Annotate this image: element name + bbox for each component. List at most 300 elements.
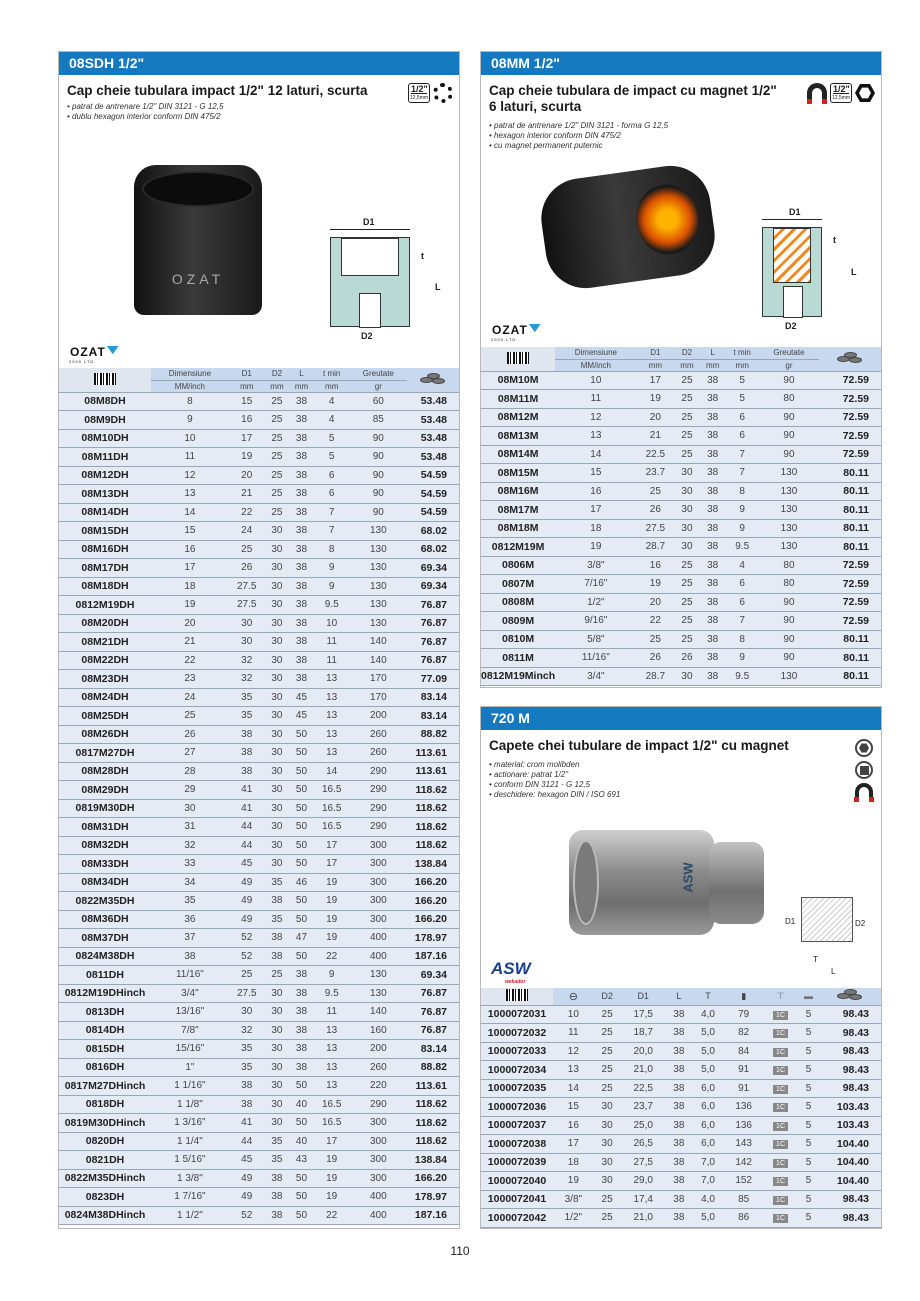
cell: 18 bbox=[555, 519, 636, 538]
cell: 3/4" bbox=[555, 667, 636, 686]
cell: 130 bbox=[759, 464, 819, 483]
cell: 27.5 bbox=[229, 984, 265, 1003]
cell: 30 bbox=[265, 1058, 290, 1077]
article-code: 08M13M bbox=[481, 427, 555, 446]
article-code: 0806M bbox=[481, 556, 555, 575]
table-row bbox=[59, 466, 459, 485]
cell: 13 bbox=[314, 1040, 350, 1059]
table-row bbox=[481, 1098, 881, 1117]
cell: 30 bbox=[229, 633, 265, 652]
article-code: 08M13DH bbox=[59, 485, 151, 504]
cell: 41 bbox=[229, 799, 265, 818]
cell: 35 bbox=[151, 892, 229, 911]
cell: 86 bbox=[724, 1209, 763, 1228]
cell: 29,0 bbox=[621, 1172, 666, 1191]
cell: 38 bbox=[666, 1079, 692, 1098]
price: 83.14 bbox=[407, 707, 459, 726]
cell: 5/8" bbox=[555, 630, 636, 649]
cell: 17 bbox=[151, 559, 229, 578]
cell: 15 bbox=[229, 392, 265, 411]
cell: 25 bbox=[229, 966, 265, 985]
cell: 91 bbox=[724, 1061, 763, 1080]
cell: 130 bbox=[759, 501, 819, 520]
price: 53.48 bbox=[407, 392, 459, 411]
cell: 5 bbox=[798, 1153, 819, 1172]
cell: 30 bbox=[594, 1153, 621, 1172]
cell: 140 bbox=[350, 651, 407, 670]
cell: 4 bbox=[314, 392, 350, 411]
cell: 38 bbox=[700, 649, 726, 668]
cell: 21 bbox=[151, 633, 229, 652]
cell: 16.5 bbox=[314, 781, 350, 800]
cell: 38 bbox=[700, 445, 726, 464]
cell: 140 bbox=[350, 1003, 407, 1022]
cell: 38 bbox=[666, 1153, 692, 1172]
cell: 17 bbox=[314, 855, 350, 874]
cell: 30 bbox=[265, 725, 290, 744]
cell: 22.5 bbox=[637, 445, 675, 464]
cell: 38 bbox=[229, 762, 265, 781]
article-code: 1000072037 bbox=[481, 1116, 553, 1135]
cell: 38 bbox=[700, 408, 726, 427]
cell: 7 bbox=[725, 464, 758, 483]
article-code: 1000072035 bbox=[481, 1079, 553, 1098]
cell: 41 bbox=[229, 781, 265, 800]
table-row bbox=[481, 575, 881, 594]
cell: 30 bbox=[594, 1098, 621, 1117]
product-table: ⊖ D2 D1 L T ▮ ⊤ ▬ 1000072031 10 25 17,5 38 4,0 79 1C 5 98.43 1000072032 11 25 18,7 38 5,0 82 1C 5 98.43 1000072033 12 25 20,0 38 5,0 84 1C 5 98.43 1000072034 13 25 21,0 38 5,0 91 1C 5 98.43 1000072035 14 25 22,5 38 6,0 91 1C 5 98.43 1000072036 15 30 23,7 38 6,0 136 1C 5 103.43 1000072037 16 30 25,0 38 6,0 136 1C 5 103.43 1000072038 17 30 26,5 38 6,0 143 1C 5 104.40 1000072039 18 30 27,5 38 7,0 142 1C 5 104.40 1000072040 19 30 29,0 38 7,0 152 1C 5 104.40 1000072041 3/8" 25 17,4 38 4,0 85 1C 5 98.43 1000072042 1/2" 25 21,0 38 5,0 86 1C 5 98.43 bbox=[481, 988, 881, 1228]
table-row bbox=[481, 408, 881, 427]
price: 53.48 bbox=[407, 448, 459, 467]
table-body bbox=[481, 371, 881, 686]
cell: 16 bbox=[229, 411, 265, 430]
cell: 21,0 bbox=[621, 1061, 666, 1080]
cell: 26,5 bbox=[621, 1135, 666, 1154]
cell: 1 1/8" bbox=[151, 1095, 229, 1114]
article-code: 0812M19Minch bbox=[481, 667, 555, 686]
cell: 17 bbox=[553, 1135, 594, 1154]
table-row bbox=[59, 577, 459, 596]
cell: 30 bbox=[265, 651, 290, 670]
cell: 25 bbox=[594, 1024, 621, 1043]
price: 178.97 bbox=[407, 929, 459, 948]
price: 138.84 bbox=[407, 855, 459, 874]
article-code: 1000072034 bbox=[481, 1061, 553, 1080]
table-row bbox=[59, 929, 459, 948]
article-code: 0816DH bbox=[59, 1058, 151, 1077]
cell: 90 bbox=[350, 485, 407, 504]
coins-icon bbox=[837, 989, 863, 1001]
ozat-logo: OZAT 2000 LTD. bbox=[491, 322, 541, 342]
panel-08sdh bbox=[58, 51, 460, 1229]
cell: 6,0 bbox=[692, 1098, 724, 1117]
table-row bbox=[59, 984, 459, 1003]
cell: 21,0 bbox=[621, 1209, 666, 1228]
article-code: 0814DH bbox=[59, 1021, 151, 1040]
cell: 85 bbox=[350, 411, 407, 430]
article-code: 08M20DH bbox=[59, 614, 151, 633]
cell: 18,7 bbox=[621, 1024, 666, 1043]
table-row bbox=[59, 818, 459, 837]
cell: 52 bbox=[229, 1206, 265, 1225]
cell: 142 bbox=[724, 1153, 763, 1172]
cell: 20 bbox=[637, 593, 675, 612]
table-row bbox=[481, 612, 881, 631]
cell: 44 bbox=[229, 836, 265, 855]
article-code: 08M12DH bbox=[59, 466, 151, 485]
feature-item: • dublu hexagon interior conform DIN 475/2 bbox=[67, 112, 451, 122]
product-photo bbox=[536, 161, 720, 294]
article-code: 08M28DH bbox=[59, 762, 151, 781]
cell: 19 bbox=[314, 892, 350, 911]
table-row bbox=[59, 503, 459, 522]
cell: 1 1/2" bbox=[151, 1206, 229, 1225]
article-code: 08M37DH bbox=[59, 929, 151, 948]
cell: 38 bbox=[289, 670, 314, 689]
cell: 25 bbox=[674, 593, 700, 612]
cell: 30 bbox=[265, 855, 290, 874]
article-code: 0822M35DHinch bbox=[59, 1169, 151, 1188]
cell: 22 bbox=[314, 947, 350, 966]
article-code: 0813DH bbox=[59, 1003, 151, 1022]
cell: 400 bbox=[350, 1206, 407, 1225]
cell: 13 bbox=[314, 670, 350, 689]
cell: 15 bbox=[151, 522, 229, 541]
table-row bbox=[481, 1190, 881, 1209]
weight-icon: ▮ bbox=[724, 988, 763, 1005]
price: 68.02 bbox=[407, 540, 459, 559]
article-code: 0818DH bbox=[59, 1095, 151, 1114]
packaging-badge: 1C bbox=[763, 1024, 798, 1043]
magnet-icon bbox=[855, 783, 873, 801]
cell: 31 bbox=[151, 818, 229, 837]
packaging-badge: 1C bbox=[763, 1061, 798, 1080]
barcode-header bbox=[481, 347, 555, 371]
cell: 300 bbox=[350, 892, 407, 911]
cell: 50 bbox=[289, 1077, 314, 1096]
cell: 300 bbox=[350, 836, 407, 855]
product-photo: ASW bbox=[569, 830, 769, 935]
article-code: 08M16DH bbox=[59, 540, 151, 559]
cell: 90 bbox=[350, 429, 407, 448]
cell: 17,5 bbox=[621, 1005, 666, 1024]
cell: 290 bbox=[350, 781, 407, 800]
table-row bbox=[59, 1021, 459, 1040]
table-row bbox=[481, 556, 881, 575]
table-row bbox=[59, 1095, 459, 1114]
cell: 30 bbox=[265, 818, 290, 837]
cell: 38 bbox=[289, 614, 314, 633]
cell: 50 bbox=[289, 910, 314, 929]
feature-item: • conform DIN 3121 - G 12,5 bbox=[489, 780, 873, 790]
cell: 25 bbox=[637, 482, 675, 501]
cell: 38 bbox=[289, 577, 314, 596]
price: 118.62 bbox=[407, 1132, 459, 1151]
cell: 38 bbox=[289, 559, 314, 578]
cell: 27.5 bbox=[229, 577, 265, 596]
feature-list bbox=[489, 121, 873, 151]
cell: 38 bbox=[289, 540, 314, 559]
cell: 35 bbox=[229, 1058, 265, 1077]
cell: 19 bbox=[314, 1151, 350, 1170]
cell: 25 bbox=[674, 371, 700, 390]
cell: 300 bbox=[350, 855, 407, 874]
cell: 44 bbox=[229, 818, 265, 837]
cell: 22 bbox=[151, 651, 229, 670]
article-code: 1000072031 bbox=[481, 1005, 553, 1024]
article-code: 08M16M bbox=[481, 482, 555, 501]
cell: 35 bbox=[265, 873, 290, 892]
article-code: 08M15M bbox=[481, 464, 555, 483]
table-row bbox=[59, 836, 459, 855]
cell: 45 bbox=[229, 1151, 265, 1170]
cell: 91 bbox=[724, 1079, 763, 1098]
cell: 30 bbox=[265, 781, 290, 800]
price: 98.43 bbox=[819, 1061, 881, 1080]
cell: 5,0 bbox=[692, 1042, 724, 1061]
cell: 25 bbox=[674, 556, 700, 575]
price-header bbox=[407, 368, 459, 392]
cell: 18 bbox=[151, 577, 229, 596]
cell: 38 bbox=[289, 651, 314, 670]
price: 104.40 bbox=[819, 1153, 881, 1172]
cell: 25 bbox=[594, 1190, 621, 1209]
price: 138.84 bbox=[407, 1151, 459, 1170]
price: 103.43 bbox=[819, 1116, 881, 1135]
cell: 1 1/16" bbox=[151, 1077, 229, 1096]
cell: 19 bbox=[555, 538, 636, 557]
product-title: Cap cheie tubulara impact 1/2" 12 laturi, scurta bbox=[67, 83, 368, 98]
cell: 40 bbox=[289, 1095, 314, 1114]
article-code: 0812M19DH bbox=[59, 596, 151, 615]
cell: 1 1/4" bbox=[151, 1132, 229, 1151]
cell: 20 bbox=[151, 614, 229, 633]
cell: 14 bbox=[553, 1079, 594, 1098]
price-header bbox=[819, 988, 881, 1005]
cell: 30 bbox=[265, 984, 290, 1003]
cell: 1 3/8" bbox=[151, 1169, 229, 1188]
table-row bbox=[481, 390, 881, 409]
cell: 38 bbox=[289, 1040, 314, 1059]
cell: 25 bbox=[265, 466, 290, 485]
cell: 7 bbox=[314, 503, 350, 522]
cell: 25 bbox=[594, 1042, 621, 1061]
price: 113.61 bbox=[407, 744, 459, 763]
cell: 9.5 bbox=[314, 596, 350, 615]
cell: 14 bbox=[555, 445, 636, 464]
table-row bbox=[59, 707, 459, 726]
cell: 30 bbox=[265, 744, 290, 763]
cell: 7 bbox=[725, 612, 758, 631]
article-code: 08M25DH bbox=[59, 707, 151, 726]
cell: 38 bbox=[666, 1098, 692, 1117]
cell: 25 bbox=[674, 390, 700, 409]
article-code: 1000072041 bbox=[481, 1190, 553, 1209]
cell: 8 bbox=[725, 482, 758, 501]
cell: 38 bbox=[289, 1058, 314, 1077]
cell: 38 bbox=[229, 1095, 265, 1114]
cell: 50 bbox=[289, 781, 314, 800]
price: 77.09 bbox=[407, 670, 459, 689]
cell: 19 bbox=[637, 575, 675, 594]
cell: 41 bbox=[229, 1114, 265, 1133]
cell: 9.5 bbox=[725, 538, 758, 557]
table-row bbox=[59, 1003, 459, 1022]
cell: 130 bbox=[350, 540, 407, 559]
hexagon-opening-icon bbox=[855, 739, 873, 757]
price: 187.16 bbox=[407, 1206, 459, 1225]
cell: 38 bbox=[265, 929, 290, 948]
cell: 30 bbox=[265, 762, 290, 781]
price: 69.34 bbox=[407, 577, 459, 596]
cell: 25,0 bbox=[621, 1116, 666, 1135]
cell: 5,0 bbox=[692, 1061, 724, 1080]
cell: 27 bbox=[151, 744, 229, 763]
table-row bbox=[481, 427, 881, 446]
cell: 38 bbox=[666, 1061, 692, 1080]
coins-icon bbox=[420, 373, 446, 385]
cell: 38 bbox=[289, 984, 314, 1003]
cell: 25 bbox=[265, 966, 290, 985]
price: 80.11 bbox=[819, 519, 881, 538]
price: 80.11 bbox=[819, 649, 881, 668]
price: 76.87 bbox=[407, 614, 459, 633]
price-header bbox=[819, 347, 881, 371]
cell: 25 bbox=[151, 707, 229, 726]
article-code: 08M21DH bbox=[59, 633, 151, 652]
price: 98.43 bbox=[819, 1042, 881, 1061]
feature-item: • patrat de antrenare 1/2" DIN 3121 - forma G 12,5 bbox=[489, 121, 873, 131]
cell: 5 bbox=[798, 1005, 819, 1024]
cell: 49 bbox=[229, 892, 265, 911]
cell: 13 bbox=[314, 725, 350, 744]
cell: 25 bbox=[265, 429, 290, 448]
barcode-icon bbox=[507, 352, 529, 364]
cell: 400 bbox=[350, 947, 407, 966]
cell: 50 bbox=[289, 1188, 314, 1207]
cell: 19 bbox=[637, 390, 675, 409]
article-code: 08M17DH bbox=[59, 559, 151, 578]
cell: 170 bbox=[350, 670, 407, 689]
price: 72.59 bbox=[819, 427, 881, 446]
table-row bbox=[481, 1079, 881, 1098]
cell: 23 bbox=[151, 670, 229, 689]
article-code: 0811M bbox=[481, 649, 555, 668]
article-code: 08M31DH bbox=[59, 818, 151, 837]
table-row bbox=[481, 593, 881, 612]
cell: 25 bbox=[594, 1079, 621, 1098]
price: 53.48 bbox=[407, 429, 459, 448]
cell: 260 bbox=[350, 725, 407, 744]
coins-icon bbox=[837, 352, 863, 364]
cell: 25 bbox=[594, 1005, 621, 1024]
cell: 290 bbox=[350, 762, 407, 781]
cell: 45 bbox=[229, 855, 265, 874]
cell: 50 bbox=[289, 892, 314, 911]
table-row bbox=[481, 445, 881, 464]
cell: 10 bbox=[553, 1005, 594, 1024]
cell: 30 bbox=[594, 1116, 621, 1135]
cell: 38 bbox=[289, 485, 314, 504]
cell: 11 bbox=[151, 448, 229, 467]
cell: 28.7 bbox=[637, 538, 675, 557]
cell: 136 bbox=[724, 1116, 763, 1135]
table-row bbox=[481, 667, 881, 686]
cell: 13 bbox=[553, 1061, 594, 1080]
price: 104.40 bbox=[819, 1135, 881, 1154]
price: 83.14 bbox=[407, 1040, 459, 1059]
cell: 32 bbox=[229, 670, 265, 689]
cell: 45 bbox=[289, 688, 314, 707]
cell: 5 bbox=[725, 371, 758, 390]
article-code: 0812M19M bbox=[481, 538, 555, 557]
cell: 38 bbox=[700, 390, 726, 409]
cell: 35 bbox=[229, 1040, 265, 1059]
cell: 16.5 bbox=[314, 818, 350, 837]
cell: 49 bbox=[229, 873, 265, 892]
cell: 130 bbox=[350, 559, 407, 578]
article-code: 08M12M bbox=[481, 408, 555, 427]
cell: 35 bbox=[229, 707, 265, 726]
cell: 50 bbox=[289, 1206, 314, 1225]
cell: 30 bbox=[265, 1040, 290, 1059]
cell: 38 bbox=[700, 630, 726, 649]
article-code: 08M9DH bbox=[59, 411, 151, 430]
cell: 1/2" bbox=[555, 593, 636, 612]
cell: 15 bbox=[555, 464, 636, 483]
cell: 7 bbox=[725, 445, 758, 464]
article-code: 08M14DH bbox=[59, 503, 151, 522]
cell: 50 bbox=[289, 725, 314, 744]
article-code: 08M11M bbox=[481, 390, 555, 409]
cell: 3/8" bbox=[555, 556, 636, 575]
price: 80.11 bbox=[819, 501, 881, 520]
table-row bbox=[59, 1058, 459, 1077]
packaging-badge: 1C bbox=[763, 1153, 798, 1172]
cell: 38 bbox=[700, 371, 726, 390]
table-row bbox=[59, 633, 459, 652]
cell: 26 bbox=[637, 501, 675, 520]
article-code: 08M15DH bbox=[59, 522, 151, 541]
cell: 14 bbox=[314, 762, 350, 781]
cell: 6 bbox=[314, 485, 350, 504]
cell: 17,4 bbox=[621, 1190, 666, 1209]
cell: 79 bbox=[724, 1005, 763, 1024]
table-row bbox=[481, 1005, 881, 1024]
price: 166.20 bbox=[407, 892, 459, 911]
price: 166.20 bbox=[407, 1169, 459, 1188]
cell: 1 5/16" bbox=[151, 1151, 229, 1170]
cell: 30 bbox=[594, 1135, 621, 1154]
cell: 30 bbox=[265, 522, 290, 541]
quantity-icon: ▬ bbox=[798, 988, 819, 1005]
cell: 6 bbox=[725, 427, 758, 446]
cell: 49 bbox=[229, 1188, 265, 1207]
cell: 90 bbox=[759, 371, 819, 390]
cell: 5 bbox=[798, 1172, 819, 1191]
cell: 16.5 bbox=[314, 1114, 350, 1133]
article-code: 08M11DH bbox=[59, 448, 151, 467]
cell: 30 bbox=[265, 688, 290, 707]
cell: 260 bbox=[350, 1058, 407, 1077]
cell: 38 bbox=[289, 503, 314, 522]
article-code: 08M23DH bbox=[59, 670, 151, 689]
price: 118.62 bbox=[407, 818, 459, 837]
cell: 400 bbox=[350, 929, 407, 948]
cell: 13 bbox=[151, 485, 229, 504]
price: 166.20 bbox=[407, 910, 459, 929]
cell: 30 bbox=[265, 633, 290, 652]
